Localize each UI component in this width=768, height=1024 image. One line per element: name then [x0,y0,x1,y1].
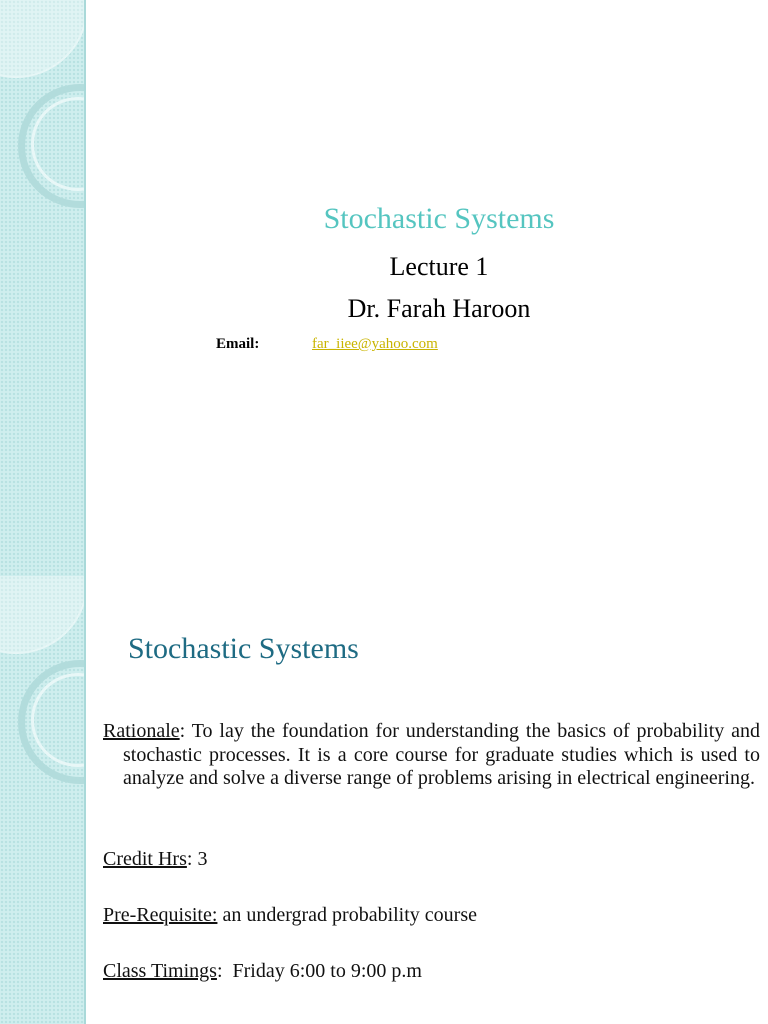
timings-label: Class Timings [103,960,217,982]
credit-hours: Credit Hrs: 3 [103,848,208,870]
rationale-label: Rationale [103,720,180,742]
band-divider [84,0,86,576]
credit-label: Credit Hrs [103,848,187,870]
email-label: Email: [216,336,260,352]
email-link[interactable]: far_iiee@yahoo.com [312,336,438,352]
lecture-number: Lecture 1 [389,252,489,281]
pre-requisite [103,904,740,928]
decorative-side-band [0,576,84,1024]
class-timings: Class Timings: Friday 6:00 to 9:00 p.m [103,960,422,982]
decorative-circle [0,576,84,654]
instructor-name: Dr. Farah Haroon [347,294,531,323]
slide-title: Stochastic Systems [128,632,359,665]
slide-title: Stochastic Systems [323,202,555,235]
rationale-text: To lay the foundation for understanding the basics of probability and stochastic processes. It is a core course for graduate studies which is used to analyze and solve a diverse range of problems arising in electrical engineering. [123,720,760,789]
prereq-value: an undergrad probability course [222,904,477,926]
course-info-slide [0,576,768,1024]
prereq-label: Pre-Requisite: [103,904,218,926]
decorative-side-band [0,0,84,576]
decorative-circle [0,0,84,78]
rationale-paragraph: Rationale: To lay the foundation for understanding the basics of probability and stochastic processes. It is a core course for graduate studies which is used to analyze and solve a diverse range of problems arising in electrical engineering. [103,720,760,789]
credit-value: 3 [197,848,208,870]
timings-value: Friday 6:00 to 9:00 p.m [232,960,422,982]
band-divider [84,576,86,1024]
